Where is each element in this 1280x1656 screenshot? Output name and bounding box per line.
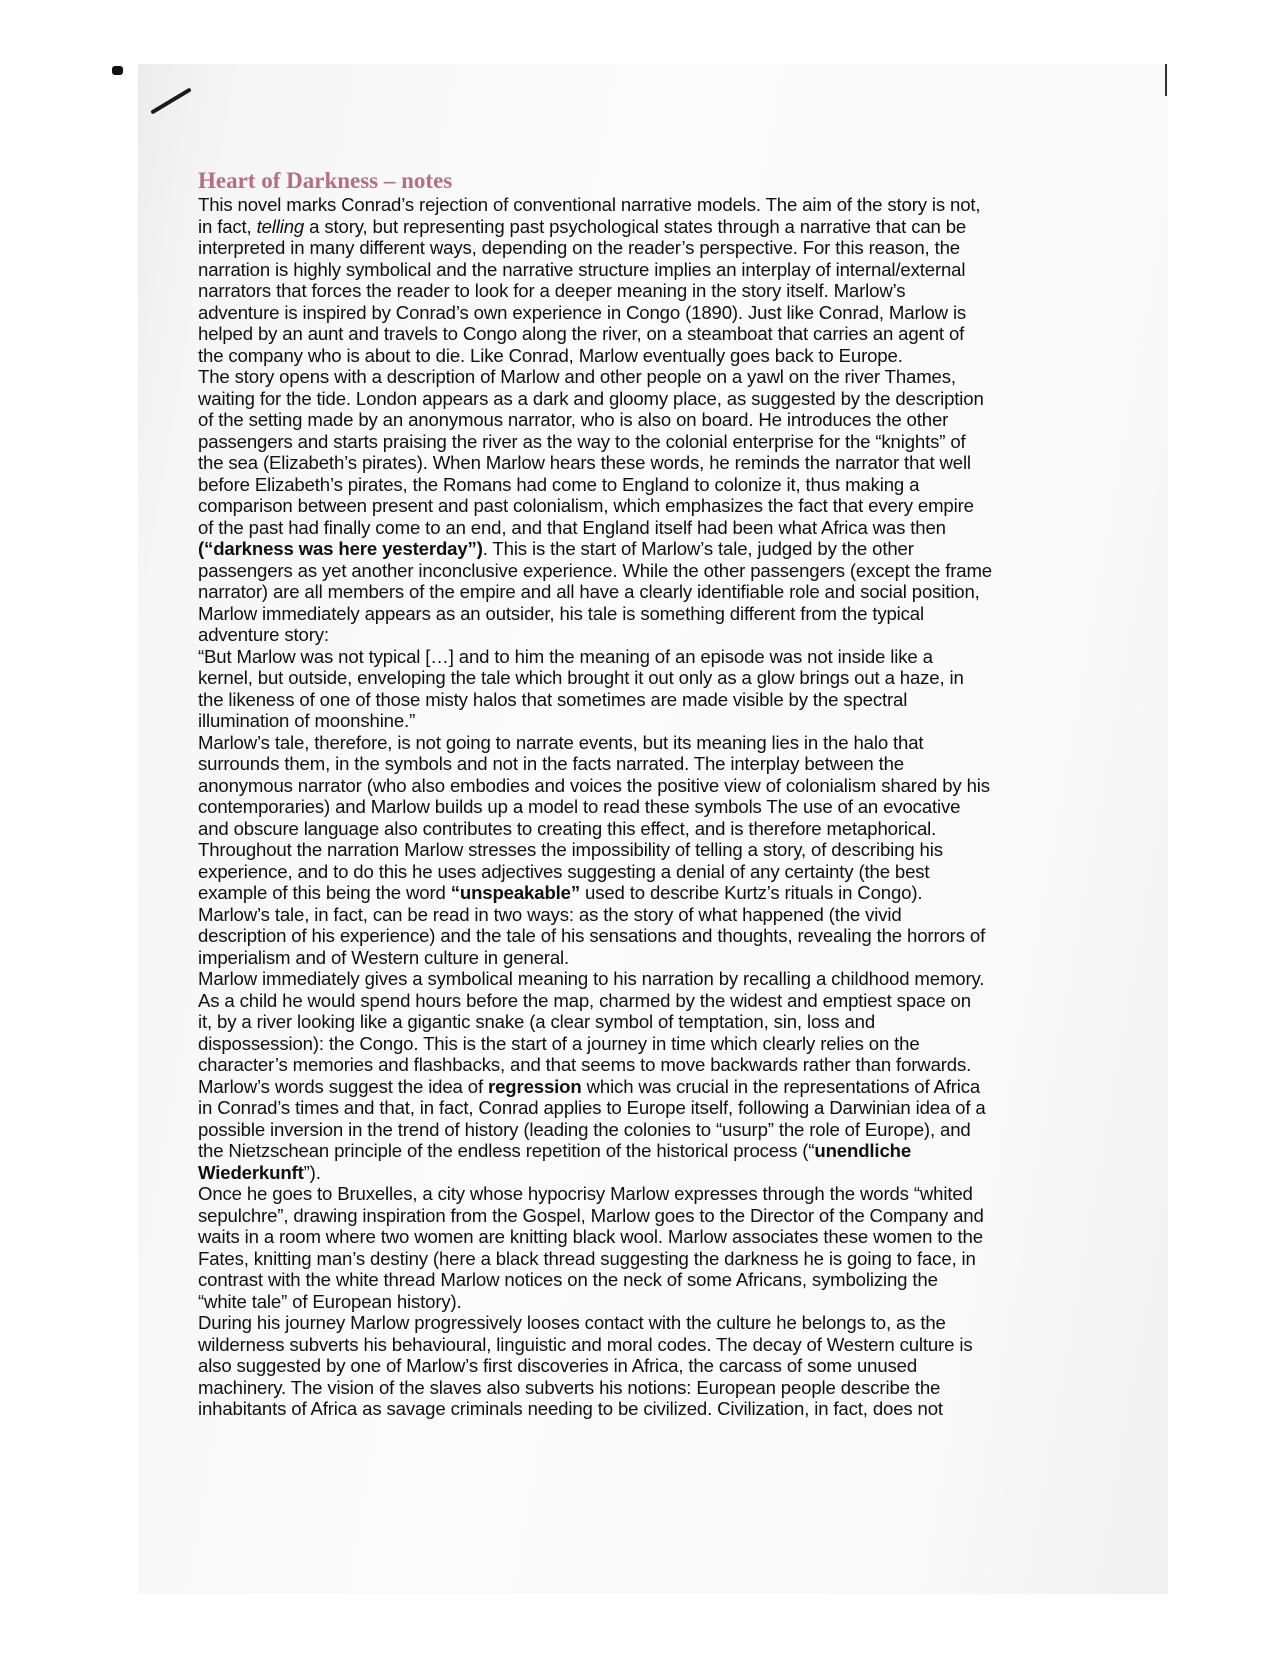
- text-line: [198, 1248, 1068, 1270]
- text-line: [198, 431, 1068, 453]
- text-run: waiting for the tide. London appears as a dark and gloomy place, as suggested by the description: [198, 387, 984, 409]
- text-run: Marlow’s tale, in fact, can be read in two ways: as the story of what happened (the vivid: [198, 903, 902, 925]
- text-run: Once he goes to Bruxelles, a city whose hypocrisy Marlow expresses through the words “whited: [198, 1183, 973, 1204]
- text-run: ”).: [303, 1161, 321, 1183]
- text-line: [198, 1033, 1068, 1055]
- text-run: passengers as yet another inconclusive experience. While the other passengers (except the frame: [198, 559, 992, 581]
- text-run: adventure is inspired by Conrad’s own experience in Congo (1890). Just like Conrad, Marlow is: [198, 301, 967, 323]
- text-run: imperialism and of Western culture in general.: [198, 946, 570, 968]
- text-run: the Nietzschean principle of the endless repetition of the historical process (“: [198, 1140, 815, 1161]
- notes-document: [198, 168, 1068, 1420]
- text-run: also suggested by one of Marlow’s first discoveries in Africa, the carcass of some unused: [198, 1355, 918, 1376]
- text-line: [198, 259, 1068, 281]
- text-run: passengers and starts praising the river as the way to the colonial enterprise for the “knights” of: [198, 430, 966, 452]
- text-line: [198, 968, 1068, 990]
- text-run: inhabitants of Africa as savage criminals needing to be civilized. Civilization, in fact, does not: [198, 1398, 943, 1419]
- text-run: The story opens with a description of Marlow and other people on a yawl on the river Thames,: [198, 366, 956, 387]
- text-line: [198, 452, 1068, 474]
- text-run: Marlow’s words suggest the idea of: [198, 1075, 488, 1097]
- text-line: [198, 1377, 1068, 1399]
- text-run: sepulchre”, drawing inspiration from the Gospel, Marlow goes to the Director of the Company and: [198, 1204, 984, 1226]
- bold-phrase: Wiederkunft: [198, 1161, 304, 1183]
- text-run: anonymous narrator (who also embodies and voices the positive view of colonialism shared by his: [198, 774, 990, 796]
- text-line: [198, 818, 1068, 840]
- text-line: [198, 1398, 1068, 1420]
- text-line: [198, 882, 1068, 904]
- text-line: [198, 194, 1068, 216]
- text-line: [198, 839, 1068, 861]
- text-run: wilderness subverts his behavioural, linguistic and moral codes. The decay of Western culture is: [198, 1333, 973, 1355]
- text-line: [198, 775, 1068, 797]
- text-line: [198, 388, 1068, 410]
- text-run: During his journey Marlow progressively looses contact with the culture he belongs to, as the: [198, 1312, 946, 1333]
- text-line: [198, 1269, 1068, 1291]
- text-line: [198, 1076, 1068, 1098]
- text-line: [198, 1334, 1068, 1356]
- text-run: interpreted in many different ways, depending on the reader’s perspective. For this reason, the: [198, 237, 960, 258]
- text-line: [198, 624, 1068, 646]
- text-line: [198, 732, 1068, 754]
- text-run: possible inversion in the trend of history (leading the colonies to “usurp” the role of Europe), and: [198, 1118, 971, 1140]
- text-line: [198, 1226, 1068, 1248]
- text-run: narration is highly symbolical and the narrative structure implies an interplay of internal/external: [198, 258, 966, 280]
- text-line: [198, 560, 1068, 582]
- text-line: [198, 538, 1068, 560]
- text-line: [198, 345, 1068, 367]
- document-body: [198, 194, 1068, 1420]
- text-run: surrounds them, in the symbols and not in the facts narrated. The interplay between the: [198, 753, 904, 774]
- document-title: Heart of Darkness – notes: [198, 168, 453, 193]
- text-line: [198, 990, 1068, 1012]
- text-run: the sea (Elizabeth’s pirates). When Marlow hears these words, he reminds the narrator that well: [198, 452, 971, 473]
- text-run: adventure story:: [198, 624, 329, 645]
- bold-phrase: regression: [488, 1075, 582, 1097]
- text-run: it, by a river looking like a gigantic snake (a clear symbol of temptation, sin, loss and: [198, 1011, 876, 1032]
- text-run: example of this being the word: [198, 882, 451, 903]
- text-run: of the setting made by an anonymous narrator, who is also on board. He introduces the other: [198, 409, 949, 430]
- text-run: the company who is about to die. Like Conrad, Marlow eventually goes back to Europe.: [198, 344, 903, 366]
- italic-phrase: telling: [256, 215, 305, 237]
- text-run: machinery. The vision of the slaves also subverts his notions: European people describe the: [198, 1376, 941, 1398]
- text-run: description of his experience) and the tale of his sensations and thoughts, revealing the horrors of: [198, 925, 986, 946]
- text-line: [198, 603, 1068, 625]
- ink-dot-mark: [112, 66, 123, 75]
- text-line: [198, 1205, 1068, 1227]
- text-run: . This is the start of Marlow’s tale, judged by the other: [482, 538, 914, 559]
- text-line: [198, 1140, 1068, 1162]
- text-line: [198, 904, 1068, 926]
- text-line: [198, 646, 1068, 668]
- text-run: in fact,: [198, 215, 257, 237]
- text-line: [198, 1011, 1068, 1033]
- text-run: illumination of moonshine.”: [198, 710, 416, 731]
- text-run: helped by an aunt and travels to Congo along the river, on a steamboat that carries an agent of: [198, 323, 965, 344]
- text-run: Marlow’s tale, therefore, is not going to narrate events, but its meaning lies in the halo that: [198, 731, 924, 753]
- text-line: [198, 667, 1068, 689]
- text-run: This novel marks Conrad’s rejection of conventional narrative models. The aim of the story is not,: [198, 194, 981, 215]
- text-line: [198, 796, 1068, 818]
- text-run: “But Marlow was not typical […] and to him the meaning of an episode was not inside like a: [198, 645, 933, 667]
- text-line: [198, 1183, 1068, 1205]
- text-line: [198, 409, 1068, 431]
- text-line: [198, 861, 1068, 883]
- text-line: [198, 323, 1068, 345]
- bold-phrase: (“darkness was here yesterday”): [198, 538, 483, 559]
- text-line: [198, 947, 1068, 969]
- text-line: [198, 925, 1068, 947]
- text-run: contemporaries) and Marlow builds up a model to read these symbols The use of an evocative: [198, 796, 961, 817]
- text-run: kernel, but outside, enveloping the tale which brought it out only as a glow brings out a haze, in: [198, 667, 964, 688]
- text-run: and obscure language also contributes to creating this effect, and is therefore metaphorical.: [198, 817, 937, 839]
- text-run: Marlow immediately gives a symbolical meaning to his narration by recalling a childhood memory.: [198, 968, 985, 989]
- text-run: character’s memories and flashbacks, and that seems to move backwards rather than forwards.: [198, 1054, 972, 1075]
- text-run: of the past had finally come to an end, and that England itself had been what Africa was then: [198, 516, 946, 538]
- text-run: the likeness of one of those misty halos that sometimes are made visible by the spectral: [198, 688, 908, 710]
- text-line: [198, 216, 1068, 238]
- text-run: contrast with the white thread Marlow notices on the neck of some Africans, symbolizing the: [198, 1269, 938, 1290]
- text-line: [198, 237, 1068, 259]
- text-line: [198, 1291, 1068, 1313]
- text-line: [198, 1097, 1068, 1119]
- text-line: [198, 1162, 1068, 1184]
- text-run: Fates, knitting man’s destiny (here a black thread suggesting the darkness he is going to face, in: [198, 1247, 976, 1269]
- text-line: [198, 1054, 1068, 1076]
- text-run: Marlow immediately appears as an outsider, his tale is something different from the typical: [198, 602, 924, 624]
- text-run: before Elizabeth’s pirates, the Romans had come to England to colonize it, thus making a: [198, 473, 920, 495]
- text-line: [198, 302, 1068, 324]
- text-run: narrators that forces the reader to look for a deeper meaning in the story itself. Marlow’s: [198, 280, 906, 301]
- text-line: [198, 581, 1068, 603]
- text-run: used to describe Kurtz’s rituals in Congo).: [580, 882, 923, 903]
- text-line: [198, 280, 1068, 302]
- text-run: narrator) are all members of the empire and all have a clearly identifiable role and social position,: [198, 581, 980, 602]
- text-run: waits in a room where two women are knitting black wool. Marlow associates these women to the: [198, 1226, 983, 1247]
- bold-phrase: “unspeakable”: [450, 882, 581, 903]
- text-run: which was crucial in the representations of Africa: [581, 1075, 981, 1097]
- text-run: in Conrad’s times and that, in fact, Conrad applies to Europe itself, following a Darwinian idea of a: [198, 1097, 986, 1118]
- text-run: Throughout the narration Marlow stresses the impossibility of telling a story, of describing his: [198, 839, 943, 860]
- text-line: [198, 474, 1068, 496]
- paper-edge-mark: [1165, 64, 1167, 96]
- bold-phrase: unendliche: [814, 1140, 912, 1161]
- text-line: [198, 710, 1068, 732]
- text-line: [198, 753, 1068, 775]
- text-line: [198, 1312, 1068, 1334]
- text-run: “white tale” of European history).: [198, 1290, 462, 1312]
- text-line: [198, 689, 1068, 711]
- text-run: As a child he would spend hours before the map, charmed by the widest and emptiest space on: [198, 989, 971, 1011]
- text-line: [198, 1355, 1068, 1377]
- text-line: [198, 366, 1068, 388]
- text-run: comparison between present and past colonialism, which emphasizes the fact that every empire: [198, 495, 974, 516]
- text-line: [198, 495, 1068, 517]
- text-line: [198, 517, 1068, 539]
- text-run: dispossession): the Congo. This is the start of a journey in time which clearly relies on the: [198, 1032, 920, 1054]
- text-line: [198, 1119, 1068, 1141]
- text-run: a story, but representing past psychological states through a narrative that can be: [304, 215, 967, 237]
- text-run: experience, and to do this he uses adjectives suggesting a denial of any certainty (the best: [198, 860, 930, 882]
